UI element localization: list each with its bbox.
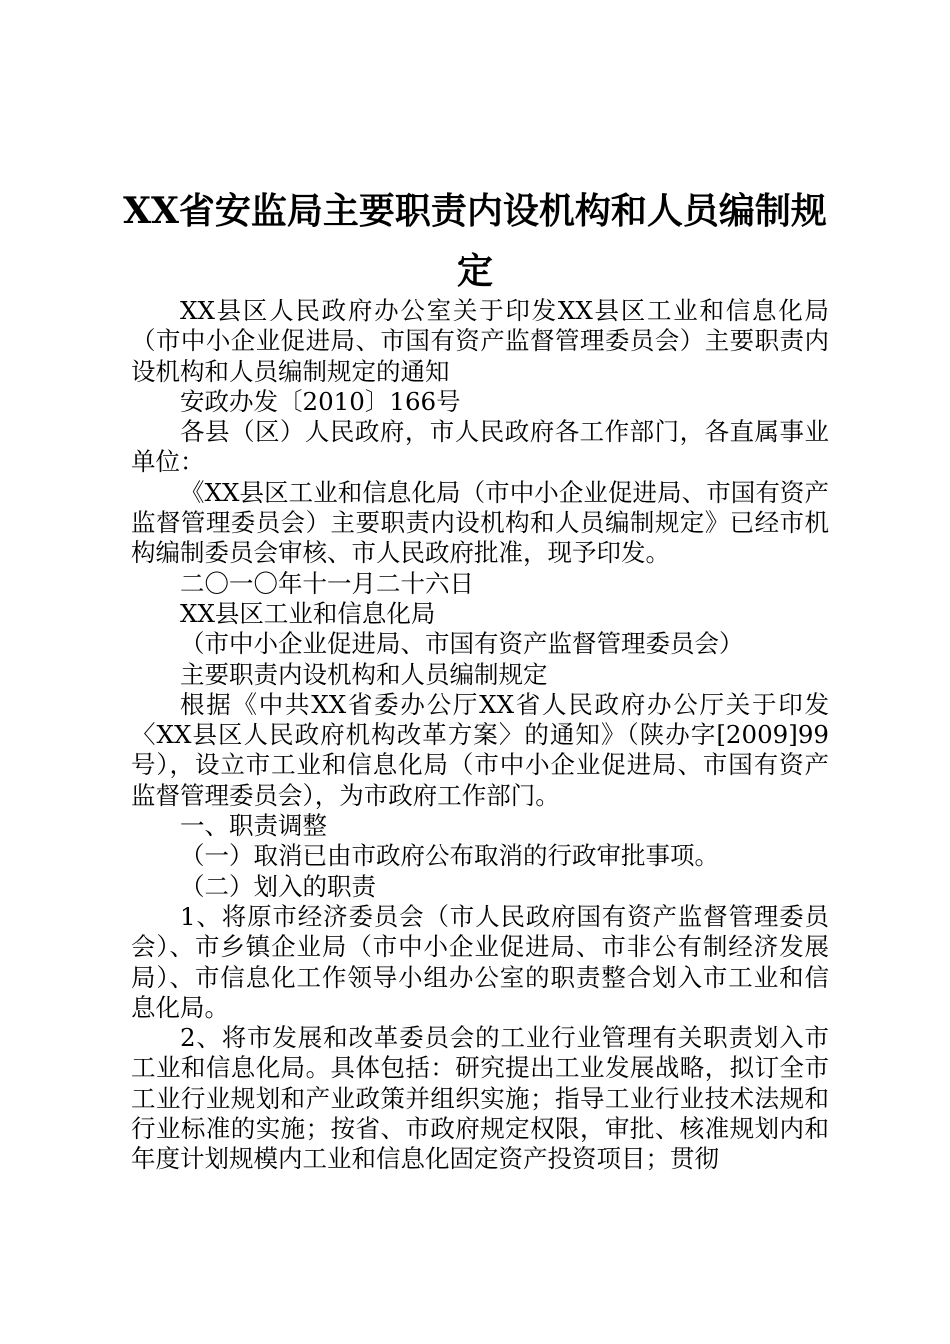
issue-date: 二〇一〇年十一月二十六日 [180,568,474,598]
notice-body: 《XX县区工业和信息化局（市中小企业促进局、市国有资产监督管理委员会）主要职责内设机构和人员编制规定》已经市机构编制委员会审核、市人民政府批准，现予印发。 [131,477,829,568]
addressee: 各县（区）人民政府，市人民政府各工作部门，各直属事业单位： [131,417,829,477]
subsection-2: （二）划入的职责 [180,871,376,901]
bureau-name: XX县区工业和信息化局 [180,598,436,628]
notice-heading: XX县区人民政府办公室关于印发XX县区工业和信息化局（市中小企业促进局、市国有资产监督管理委员会）主要职责内设机构和人员编制规定的通知 [131,296,829,386]
item-1: 1、将原市经济委员会（市人民政府国有资产监督管理委员会）、市乡镇企业局（市中小企业促进局、市非公有制经济发展局）、市信息化工作领导小组办公室的职责整合划入市工业和信息化局。 [131,901,829,1022]
regulation-title: 主要职责内设机构和人员编制规定 [180,659,548,689]
title-line-2: 定 [456,250,493,292]
document-title [118,181,832,301]
document-number: 安政办发〔2010〕166号 [180,386,461,416]
title-line-1: XX省安监局主要职责内设机构和人员编制规 [123,190,827,232]
bureau-subtitle: （市中小企业促进局、市国有资产监督管理委员会） [180,629,744,659]
item-2: 2、将市发展和改革委员会的工业行业管理有关职责划入市工业和信息化局。具体包括：研究提出工业发展战略，拟订全市工业行业规划和产业政策并组织实施；指导工业行业技术法规和行业标准的实施；按省、市政府规定权限，审批、核准规划内和年度计划规模内工业和信息化固定资产投资项目；贯彻 [131,1023,829,1174]
subsection-1: （一）取消已由市政府公布取消的行政审批事项。 [180,841,719,871]
basis-paragraph: 根据《中共XX省委办公厅XX省人民政府办公厅关于印发〈XX县区人民政府机构改革方案〉的通知》（陕办字[2009]99号），设立市工业和信息化局（市中小企业促进局、市国有资产监督管理委员会），为市政府工作部门。 [131,689,829,810]
section-heading-1: 一、职责调整 [180,811,327,841]
document-body [131,296,829,1175]
